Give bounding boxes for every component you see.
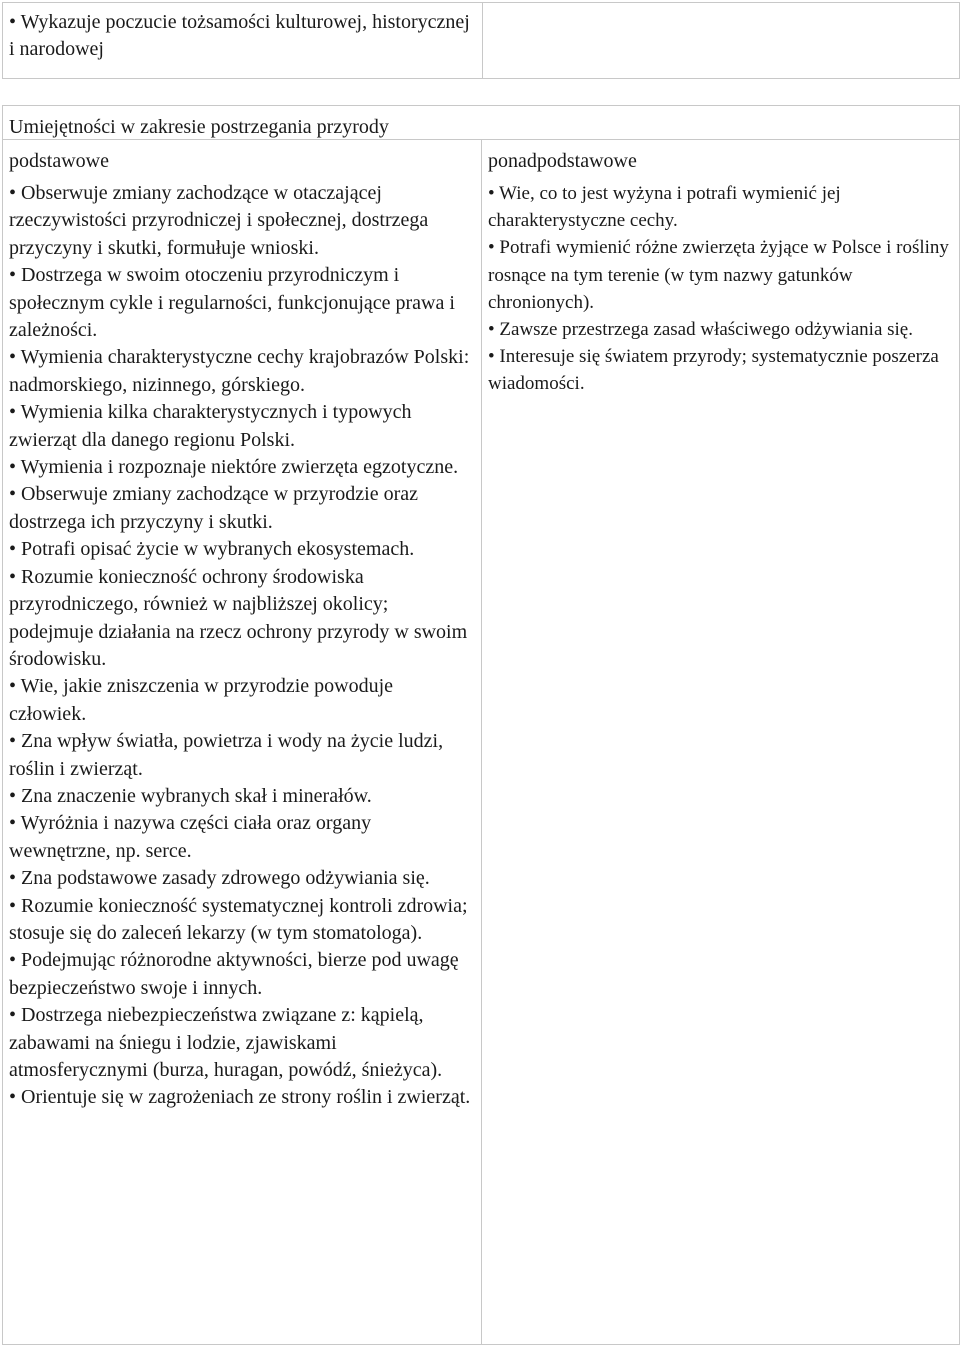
list-item: • Wymienia kilka charakterystycznych i typowych zwierząt dla danego regionu Polski. xyxy=(9,401,412,451)
basic-level-cell xyxy=(3,140,482,1345)
list-item: • Rozumie konieczność ochrony środowiska przyrodniczego, również w najbliższej okolicy; podejmuje działania na rzecz ochrony przyrody w swoim środowisku. xyxy=(9,565,468,670)
list-item: • Wyróżnia i nazywa części ciała oraz organy wewnętrzne, np. serce. xyxy=(9,812,372,862)
top-left-cell xyxy=(3,3,483,79)
table-row xyxy=(3,140,960,1345)
top-right-cell xyxy=(483,3,960,79)
advanced-level-cell xyxy=(482,140,960,1345)
list-item: • Dostrzega niebezpieczeństwa związane z: kąpielą, zabawami na śniegu i lodzie, zjawiskami atmosferycznymi (burza, huragan, powódź, śnieżyca). xyxy=(9,1004,443,1081)
list-item: • Zna podstawowe zasady zdrowego odżywiania się. xyxy=(9,867,430,890)
basic-level-list xyxy=(9,176,475,1112)
basic-level-heading: podstawowe xyxy=(9,150,109,172)
list-item: • Wymienia i rozpoznaje niektóre zwierzęta egzotyczne. xyxy=(9,456,459,479)
top-table xyxy=(2,2,960,79)
section-title: Umiejętności w zakresie postrzegania przyrody xyxy=(9,116,389,138)
list-item: • Obserwuje zmiany zachodzące w otaczającej rzeczywistości przyrodniczej i społecznej, dostrzega przyczyny i skutki, formułuje wnioski. xyxy=(9,182,429,259)
advanced-level-heading: ponadpodstawowe xyxy=(488,150,637,172)
advanced-level-list xyxy=(488,176,953,398)
list-item: • Wie, jakie zniszczenia w przyrodzie powoduje człowiek. xyxy=(9,675,394,725)
nature-skills-table xyxy=(2,105,960,1345)
list-item: • Wymienia charakterystyczne cechy krajobrazów Polski: nadmorskiego, nizinnego, górskiego. xyxy=(9,346,470,396)
list-item: • Rozumie konieczność systematycznej kontroli zdrowia; stosuje się do zaleceń lekarzy (w tym stomatologa). xyxy=(9,894,468,944)
list-item: • Obserwuje zmiany zachodzące w przyrodzie oraz dostrzega ich przyczyny i skutki. xyxy=(9,483,419,533)
list-item: • Zna znaczenie wybranych skał i minerałów. xyxy=(9,784,372,807)
table-row xyxy=(3,3,960,79)
cultural-identity-text: • Wykazuje poczucie tożsamości kulturowej, historycznej i narodowej xyxy=(9,11,470,61)
list-item: • Podejmując różnorodne aktywności, bierze pod uwagę bezpieczeństwo swoje i innych. xyxy=(9,949,459,999)
list-item: • Potrafi wymienić różne zwierzęta żyjące w Polsce i rośliny rosnące na tym terenie (w tym nazwy gatunków chronionych). xyxy=(488,237,949,313)
section-title-cell xyxy=(3,106,960,140)
list-item: • Zna wpływ światła, powietrza i wody na życie ludzi, roślin i zwierząt. xyxy=(9,730,444,780)
list-item: • Potrafi opisać życie w wybranych ekosystemach. xyxy=(9,538,415,561)
list-item: • Wie, co to jest wyżyna i potrafi wymienić jej charakterystyczne cechy. xyxy=(488,183,841,232)
list-item: • Interesuje się światem przyrody; systematycznie poszerza wiadomości. xyxy=(488,346,939,395)
list-item: • Dostrzega w swoim otoczeniu przyrodniczym i społecznym cykle i regularności, funkcjonujące prawa i zależności. xyxy=(9,264,455,342)
table-row xyxy=(3,106,960,140)
list-item: • Zawsze przestrzega zasad właściwego odżywiania się. xyxy=(488,319,913,341)
list-item: • Orientuje się w zagrożeniach ze strony roślin i zwierząt. xyxy=(9,1086,471,1109)
